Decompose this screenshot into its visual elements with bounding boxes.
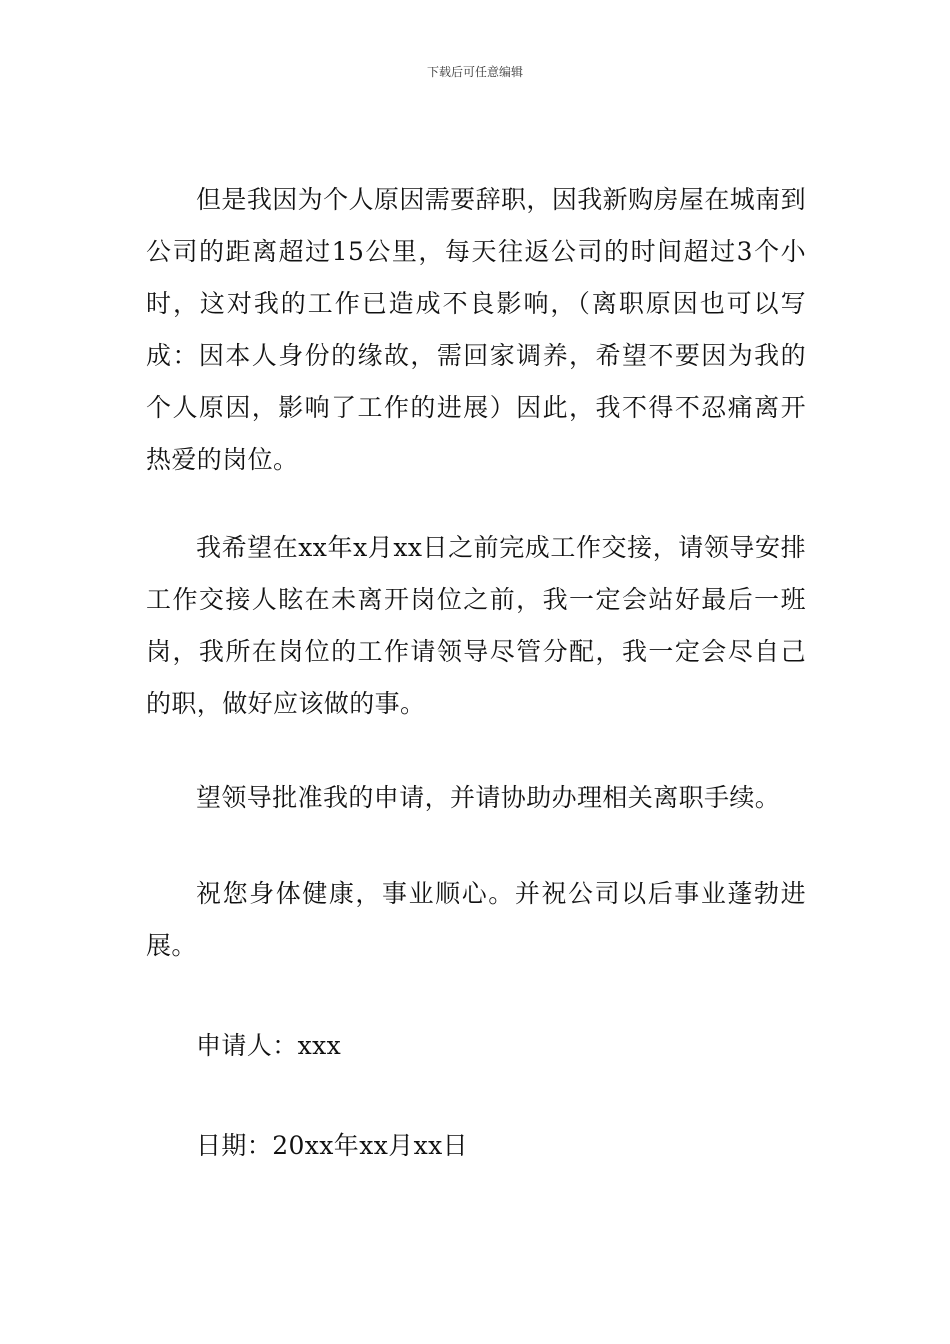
paragraph-text: 祝您身体健康，事业顺心。并祝公司以后事业蓬勃进展。 xyxy=(146,879,806,960)
applicant-line xyxy=(146,1020,806,1072)
applicant-text: 申请人：xxx xyxy=(196,1031,342,1060)
paragraph-text: 我希望在xx年x月xx日之前完成工作交接，请领导安排工作交接人眩在未离开岗位之前，我一定会站好最后一班岗，我所在岗位的工作请领导尽管分配，我一定会尽自己的职，做好应该做的事。 xyxy=(146,533,806,718)
header-note: 下载后可任意编辑 xyxy=(426,65,523,79)
paragraph-text: 望领导批准我的申请，并请协助办理相关离职手续。 xyxy=(196,783,781,812)
paragraph-handover xyxy=(146,522,806,730)
paragraph-request-approval xyxy=(146,772,806,824)
paragraph-text: 但是我因为个人原因需要辞职，因我新购房屋在城南到公司的距离超过15公里，每天往返公司的时间超过3个小时，这对我的工作已造成不良影响，（离职原因也可以写成：因本人身份的缘故，需回家调养，希望不要因为我的个人原因，影响了工作的进展）因此，我不得不忍痛离开热爱的岗位。 xyxy=(146,185,806,474)
date-line xyxy=(146,1120,806,1172)
paragraph-resignation-reason xyxy=(146,174,806,486)
date-text: 日期：20xx年xx月xx日 xyxy=(196,1131,469,1160)
paragraph-wishes xyxy=(146,868,806,972)
